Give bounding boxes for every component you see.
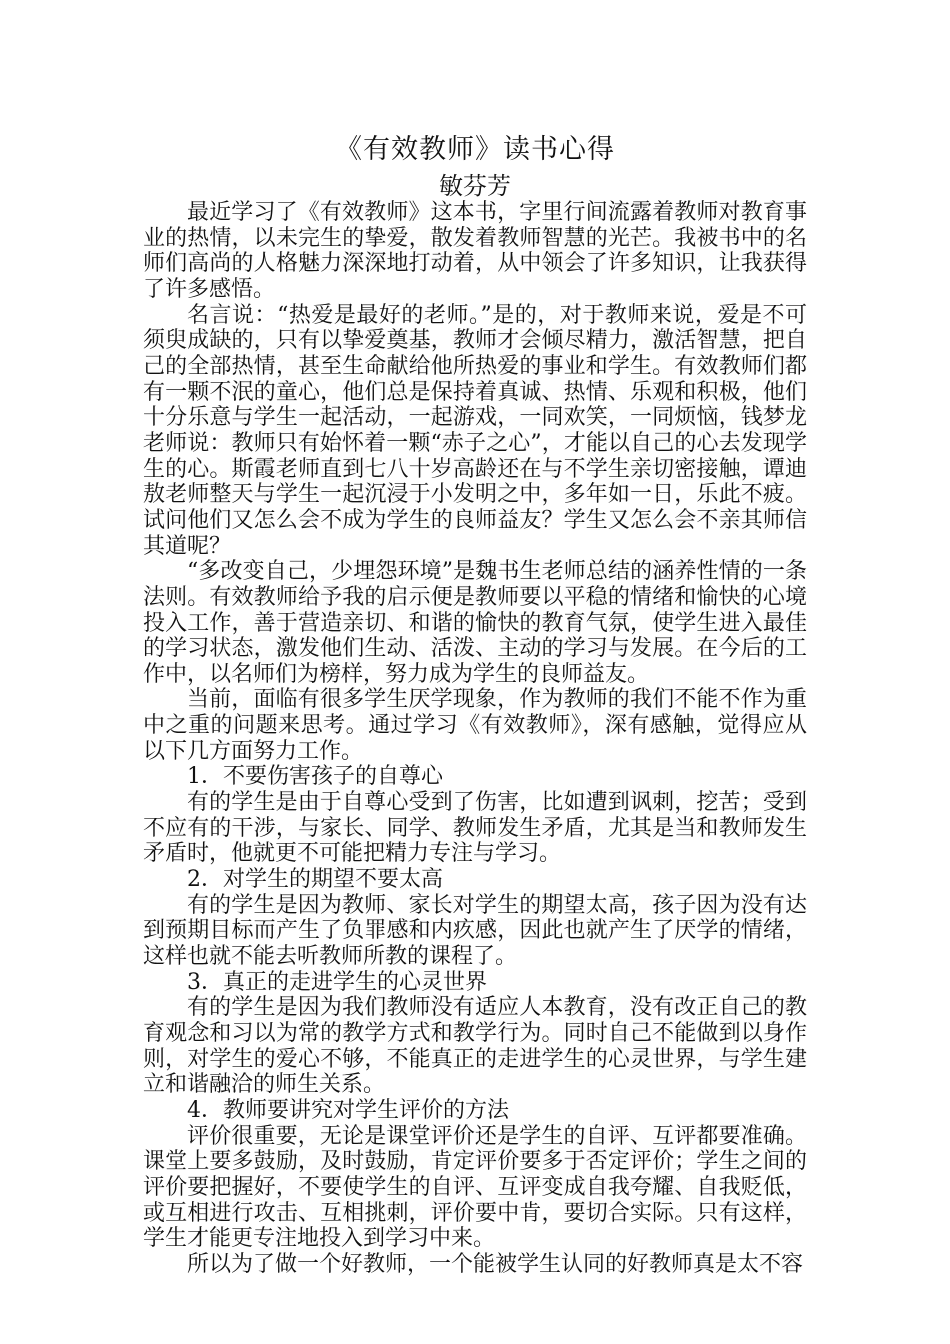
paragraph: 所以为了做一个好教师，一个能被学生认同的好教师真是太不容 [187,1251,804,1277]
section-heading: 4．教师要讲究对学生评价的方法 [187,1097,509,1123]
paragraph: 评价很重要，无论是课堂评价还是学生的自评、互评都要准确。课堂上要多鼓励，及时鼓励，肯定评价要多于否定评价；学生之间的评价要把握好，不要使学生的自评、互评变成自我夸耀、自我贬低，或互相进行攻击、互相挑刺，评价要中肯，要切合实际。只有这样，学生才能更专注地投入到学习中来。 [143,1123,807,1252]
paragraph: 有的学生是因为我们教师没有适应人本教育，没有改正自己的教育观念和习以为常的教学方式和教学行为。同时自己不能做到以身作则，对学生的爱心不够，不能真正的走进学生的心灵世界，与学生建立和谐融洽的师生关系。 [143,995,807,1098]
document-title: 《有效教师》读书心得 [335,134,615,165]
document-body [143,200,807,1278]
document-author: 敏芬芳 [439,172,511,200]
paragraph: 有的学生是因为教师、家长对学生的期望太高，孩子因为没有达到预期目标而产生了负罪感和内疚感，因此也就产生了厌学的情绪，这样也就不能去听教师所教的课程了。 [143,892,807,970]
section-heading: 1．不要伤害孩子的自尊心 [187,764,443,790]
section-heading: 2．对学生的期望不要太高 [187,867,443,893]
paragraph: “多改变自己，少埋怨环境”是魏书生老师总结的涵养性情的一条法则。有效教师给予我的启示便是教师要以平稳的情绪和愉快的心境投入工作，善于营造亲切、和谐的愉快的教育气氛，使学生进入最佳的学习状态，激发他们生动、活泼、主动的学习与发展。在今后的工作中，以名师们为榜样，努力成为学生的良师益友。 [143,559,807,687]
paragraph: 有的学生是由于自尊心受到了伤害，比如遭到讽刺，挖苦；受到不应有的干涉，与家长、同学、教师发生矛盾，尤其是当和教师发生矛盾时，他就更不可能把精力专注与学习。 [143,790,807,867]
paragraph: 当前，面临有很多学生厌学现象，作为教师的我们不能不作为重中之重的问题来思考。通过学习《有效教师》，深有感触，觉得应从以下几方面努力工作。 [143,687,807,764]
paragraph: 最近学习了《有效教师》这本书，字里行间流露着教师对教育事业的热情，以未完生的挚爱，散发着教师智慧的光芒。我被书中的名师们高尚的人格魅力深深地打动着，从中领会了许多知识，让我获得了许多感悟。 [143,200,807,302]
section-heading: 3．真正的走进学生的心灵世界 [187,969,487,995]
paragraph: 名言说：“热爱是最好的老师。”是的，对于教师来说，爱是不可须臾成缺的，只有以挚爱奠基，教师才会倾尽精力，激活智慧，把自己的全部热情，甚至生命献给他所热爱的事业和学生。有效教师们都有一颗不泯的童心，他们总是保持着真诚、热情、乐观和积极，他们十分乐意与学生一起活动，一起游戏，一同欢笑，一同烦恼，钱梦龙老师说：教师只有始怀着一颗“赤子之心”，才能以自己的心去发现学生的心。斯霞老师直到七八十岁高龄还在与不学生亲切密接触，谭迪敖老师整天与学生一起沉浸于小发明之中，多年如一日，乐此不疲。试问他们又怎么会不成为学生的良师益友？学生又怎么会不亲其师信其道呢？ [143,302,807,559]
